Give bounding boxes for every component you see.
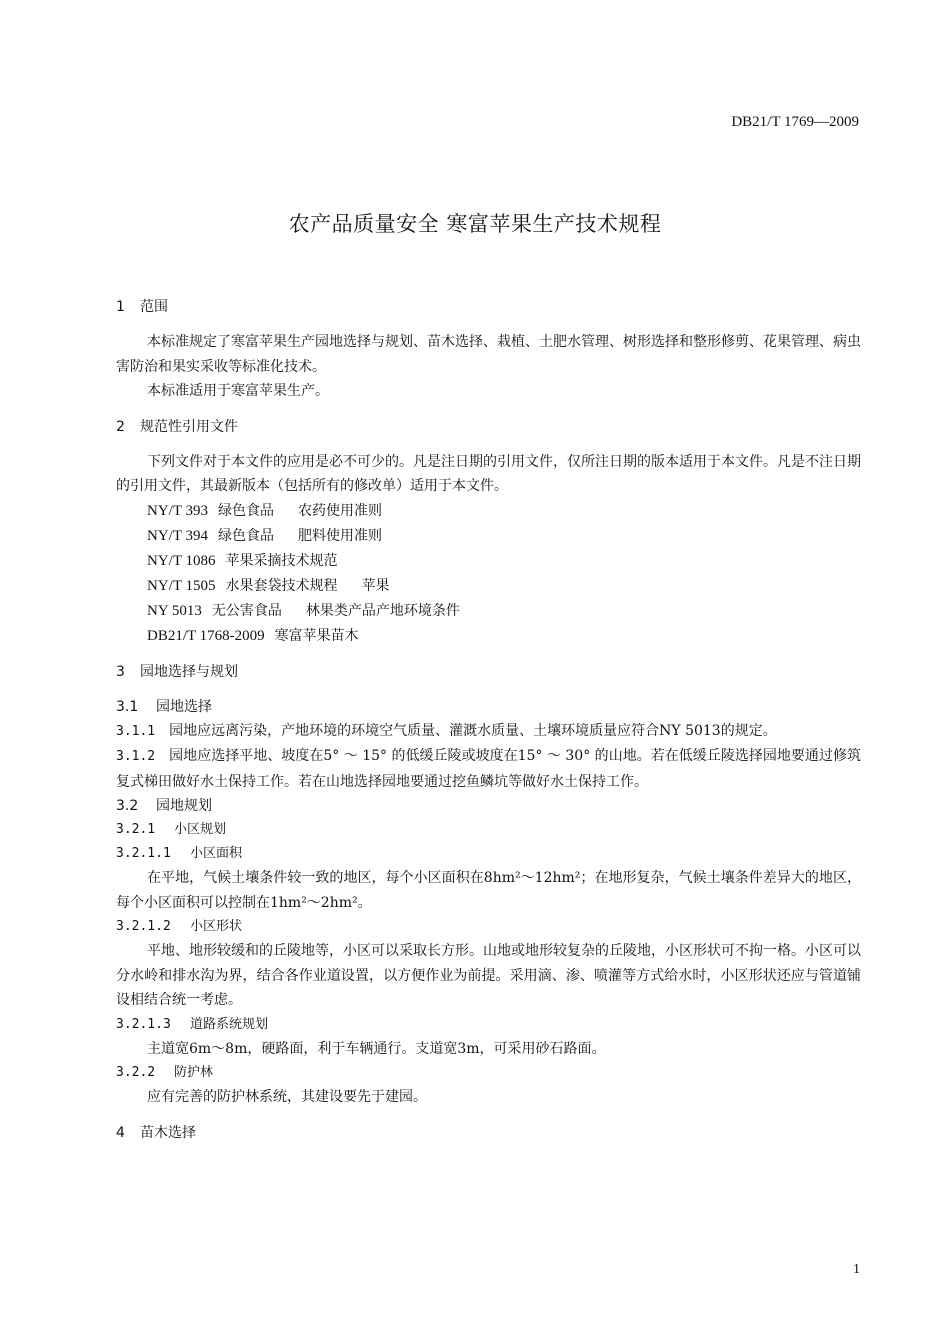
paragraph: 主道宽6m～8m，硬路面，利于车辆通行。支道宽3m，可采用砂石路面。: [147, 1040, 606, 1057]
section-title: 范围: [140, 299, 168, 315]
section-title: 苗木选择: [140, 1124, 196, 1141]
section-heading-site: [116, 660, 861, 684]
clause-heading: [116, 915, 861, 939]
subsection-number: 3.1: [116, 698, 139, 715]
clause-number: 3.2.1.2: [116, 919, 171, 934]
reference-name: 绿色食品: [217, 502, 274, 519]
standard-code: DB21/T 1769—2009: [731, 114, 859, 130]
clause-text: 园地应选择平地、坡度在5° ～ 15° 的低缓丘陵或坡度在15° ～ 30° 的山地。若在低缓丘陵选择园地要通过修筑复式梯田做好水土保持工作。若在山地选择园地要通过挖鱼鳞坑等做好水土保持工作。: [116, 748, 861, 790]
clause-heading: [116, 1013, 861, 1037]
reference-name: 绿色食品: [217, 527, 274, 544]
reference-name: 水果套袋技术规程: [225, 577, 338, 594]
subsection-number: 3.2: [116, 798, 139, 814]
reference-name: 寒富苹果苗木: [274, 627, 359, 644]
reference-code: DB21/T 1768-2009: [147, 627, 265, 644]
subsection-heading: [116, 695, 861, 719]
clause-number: 3.2.1.3: [116, 1016, 171, 1032]
reference-code: NY/T 1505: [147, 577, 216, 594]
clause-text: 园地应远离污染，产地环境的环境空气质量、灌溉水质量、土壤环境质量应符合NY 5013的规定。: [169, 722, 777, 739]
reference-item: [116, 549, 861, 574]
reference-subtitle: 苹果: [361, 577, 390, 594]
paragraph: 本标准适用于寒富苹果生产。: [147, 383, 329, 399]
subsection-title: 园地规划: [156, 798, 212, 814]
paragraph: 平地、地形较缓和的丘陵地等，小区可以采取长方形。山地或地形较复杂的丘陵地，小区形状可不拘一格。小区可以分水岭和排水沟为界，结合各作业道设置，以方便作业为前提。采用滴、渗、喷灌等方式给水时，小区形状还应与管道铺设相结合统一考虑。: [116, 943, 861, 1008]
clause-title: 道路系统规划: [190, 1016, 269, 1032]
clause-title: 小区面积: [190, 846, 243, 861]
section-number: 3: [116, 663, 125, 680]
clause: [116, 744, 861, 794]
subsection-title: 园地选择: [156, 698, 212, 715]
section-title: 规范性引用文件: [140, 418, 238, 435]
subsubsection-heading: [116, 1061, 861, 1085]
clause-title: 小区形状: [190, 919, 243, 934]
subsubsection-number: 3.2.2: [116, 1065, 156, 1080]
reference-item: [116, 499, 861, 524]
clause-number: 3.1.2: [116, 749, 156, 764]
document-body: [116, 295, 861, 1145]
clause: [116, 719, 861, 745]
section-heading-references: [116, 415, 861, 439]
section-heading-scope: [116, 295, 861, 319]
section-heading-seedlings: [116, 1121, 861, 1145]
reference-name: 苹果采摘技术规范: [225, 552, 338, 569]
subsubsection-title: 小区规划: [174, 822, 227, 837]
reference-subtitle: 肥料使用准则: [297, 527, 382, 544]
paragraph: 本标准规定了寒富苹果生产园地选择与规划、苗木选择、栽植、土肥水管理、树形选择和整形修剪、花果管理、病虫害防治和果实采收等标准化技术。: [116, 334, 861, 375]
reference-code: NY 5013: [147, 602, 202, 619]
reference-subtitle: 林果类产品产地环境条件: [305, 602, 460, 619]
paragraph: 下列文件对于本文件的应用是必不可少的。凡是注日期的引用文件，仅所注日期的版本适用于本文件。凡是不注日期的引用文件，其最新版本（包括所有的修改单）适用于本文件。: [116, 453, 861, 494]
paragraph: 应有完善的防护林系统，其建设要先于建园。: [147, 1089, 427, 1105]
reference-item: [116, 574, 861, 599]
clause-number: 3.1.1: [116, 723, 156, 739]
reference-code: NY/T 1086: [147, 552, 216, 569]
reference-item: [116, 599, 861, 624]
clause-heading: [116, 842, 861, 866]
subsubsection-title: 防护林: [174, 1065, 214, 1080]
section-title: 园地选择与规划: [140, 663, 238, 680]
reference-subtitle: 农药使用准则: [297, 502, 382, 519]
section-number: 1: [116, 299, 125, 315]
reference-code: NY/T 394: [147, 527, 208, 544]
reference-item: [116, 524, 861, 549]
subsubsection-number: 3.2.1: [116, 822, 156, 837]
subsection-heading: [116, 794, 861, 818]
reference-name: 无公害食品: [211, 602, 282, 619]
subsubsection-heading: [116, 818, 861, 842]
paragraph: 在平地，气候土壤条件较一致的地区，每个小区面积在8hm²～12hm²；在地形复杂，气候土壤条件差异大的地区，每个小区面积可以控制在1hm²～2hm²。: [116, 870, 861, 911]
section-number: 2: [116, 418, 125, 435]
document-title: 农产品质量安全 寒富苹果生产技术规程: [288, 212, 662, 236]
page-number: 1: [853, 1262, 860, 1277]
clause-number: 3.2.1.1: [116, 846, 171, 861]
section-number: 4: [116, 1124, 125, 1141]
reference-item: [116, 624, 861, 649]
reference-code: NY/T 393: [147, 502, 208, 519]
